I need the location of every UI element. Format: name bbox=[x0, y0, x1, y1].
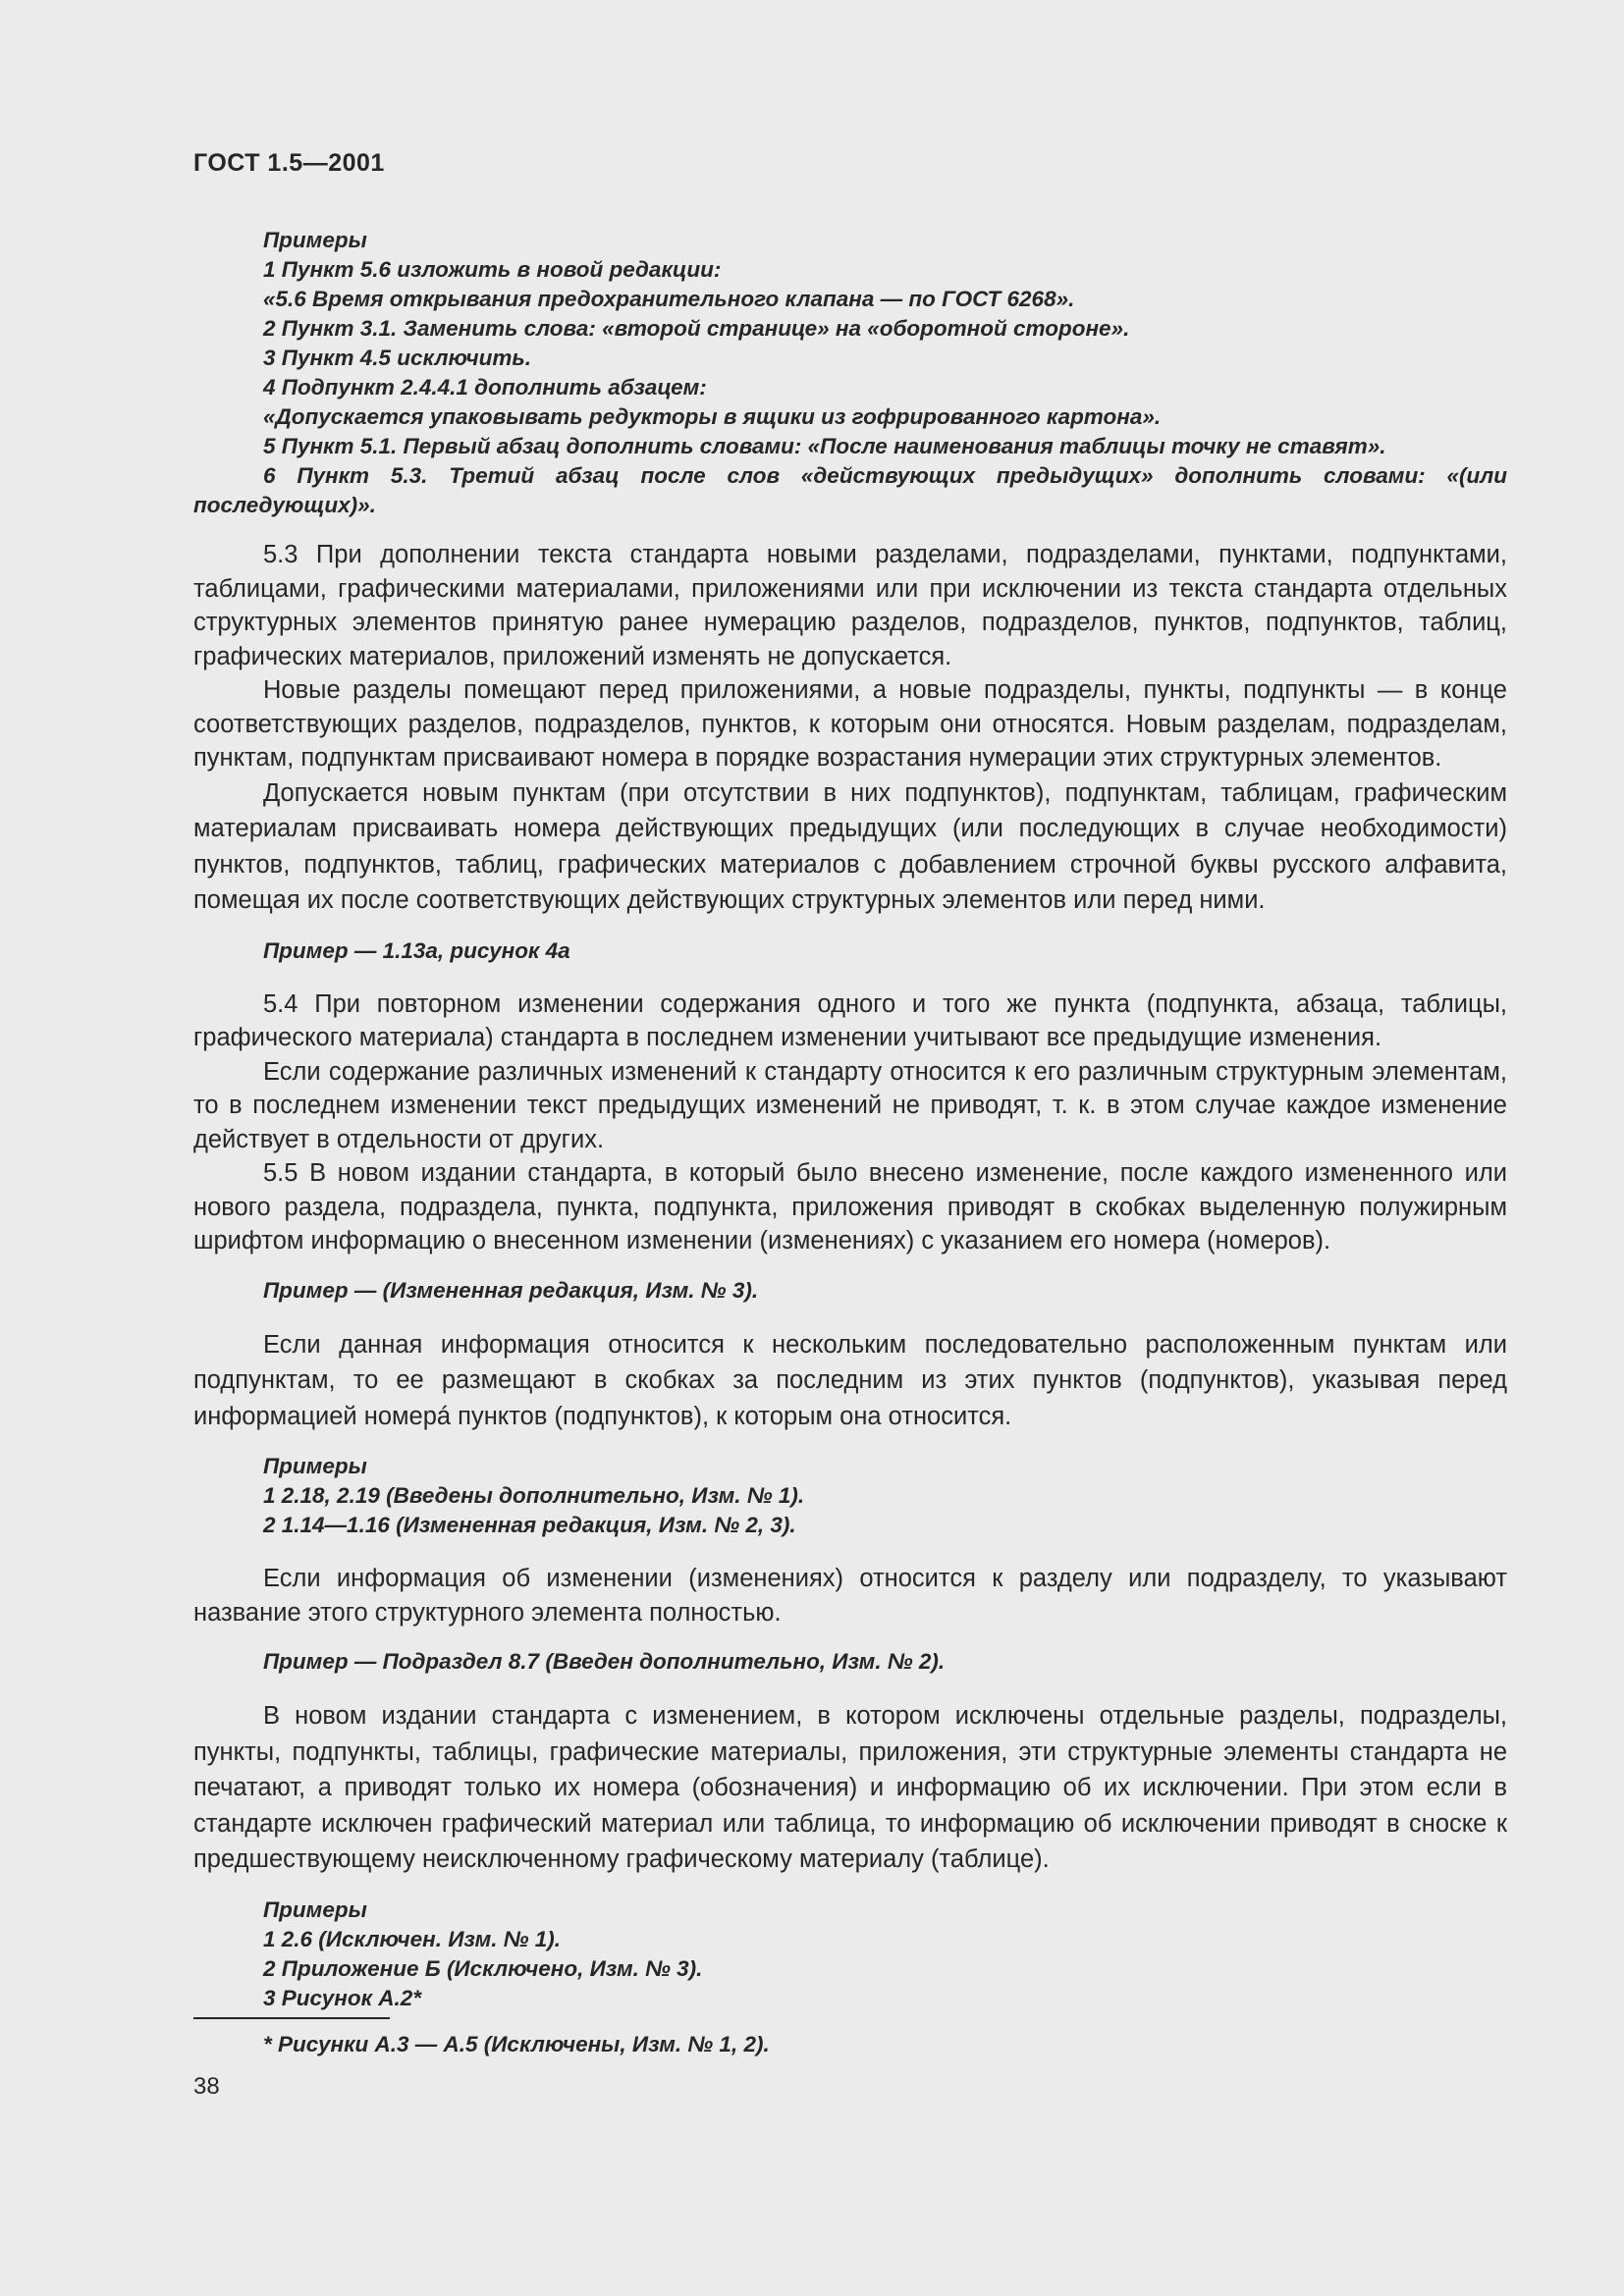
paragraph: Если информация об изменении (изменениях) относится к разделу или подразделу, то указывают название этого структурного элемента полностью. bbox=[193, 1565, 1507, 1627]
paragraph: Новые разделы помещают перед приложениями, а новые подразделы, пункты, подпункты — в конце соответствующих разделов, подразделов, пунктов, к которым они относятся. Новым разделам, подразделам, пунктам, подпунктам присваивают номера в порядке возрастания нумерации этих структурных элементов. bbox=[193, 676, 1507, 772]
example-line: 2 Приложение Б (Исключено, Изм. № 3). bbox=[263, 1955, 703, 1981]
example-line: 4 Подпункт 2.4.4.1 дополнить абзацем: bbox=[263, 375, 707, 400]
examples-block-2 bbox=[193, 1452, 1507, 1540]
example-line: «Допускается упаковывать редукторы в ящики из гофрированного картона». bbox=[263, 404, 1162, 429]
example-line: Пример — 1.13а, рисунок 4а bbox=[263, 937, 570, 963]
example-line: 6 Пункт 5.3. Третий абзац после слов «действующих предыдущих» дополнить словами: «(или последующих)». bbox=[193, 463, 1507, 517]
examples-block-3 bbox=[193, 1896, 1507, 2013]
document-header: ГОСТ 1.5—2001 bbox=[193, 149, 385, 177]
paragraph-5-3: 5.3 При дополнении текста стандарта новыми разделами, подразделами, пунктами, подпунктами, таблицами, графическими материалами, приложениями или при исключении из текста стандарта отдельных структурных элементов принятую ранее нумерацию разделов, подразделов, пунктов, подпунктов, таблиц, графических материалов, приложений изменять не допускается. bbox=[193, 541, 1507, 670]
paragraph: Допускается новым пунктам (при отсутствии в них подпунктов), подпунктам, таблицам, графическим материалам присваивать номера действующих предыдущих (или последующих в случае необходимости) пунктов, подпунктов, таблиц, графических материалов с добавлением строчной буквы русского алфавита, помещая их после соответствующих действующих структурных элементов или перед ними. bbox=[193, 778, 1507, 914]
paragraph-5-5: 5.5 В новом издании стандарта, в который было внесено изменение, после каждого измененного или нового раздела, подраздела, пункта, подпункта, приложения приводят в скобках выделенную полужирным шрифтом информацию о внесенном изменении (изменениях) с указанием его номера (номеров). bbox=[193, 1159, 1507, 1255]
example-line: Пример — Подраздел 8.7 (Введен дополнительно, Изм. № 2). bbox=[263, 1649, 946, 1674]
example-line: 1 2.6 (Исключен. Изм. № 1). bbox=[263, 1926, 562, 1951]
paragraph: Если данная информация относится к нескольким последовательно расположенным пунктам или подпунктам, то ее размещают в скобках за последним из этих пунктов (подпунктов), указывая перед информацией номерá пунктов (подпунктов), к которым она относится. bbox=[193, 1330, 1507, 1430]
examples-heading: Примеры bbox=[263, 228, 367, 252]
footnote: * Рисунки А.3 — А.5 (Исключены, Изм. № 1, 2). bbox=[263, 2032, 770, 2056]
example-line: «5.6 Время открывания предохранительного клапана — по ГОСТ 6268». bbox=[263, 287, 1075, 311]
document-body bbox=[193, 226, 1507, 2013]
example-line: 3 Пункт 4.5 исключить. bbox=[263, 346, 531, 370]
example-line: 1 2.18, 2.19 (Введены дополнительно, Изм. № 1). bbox=[263, 1483, 805, 1508]
examples-heading: Примеры bbox=[263, 1896, 367, 1922]
example-line: 2 1.14—1.16 (Измененная редакция, Изм. № 2, 3). bbox=[263, 1513, 796, 1537]
page-number: 38 bbox=[193, 2073, 220, 2100]
footnote-divider bbox=[193, 2017, 390, 2019]
examples-heading: Примеры bbox=[263, 1454, 367, 1478]
example-line: 3 Рисунок А.2* bbox=[263, 1985, 422, 2010]
paragraph: В новом издании стандарта с изменением, в котором исключены отдельные разделы, подразделы, пункты, подпункты, таблицы, графические материалы, приложения, эти структурные элементы стандарта не печатают, а приводят только их номера (обозначения) и информацию об их исключении. При этом если в стандарте исключен графический материал или таблица, то информацию об исключении приводят в сноске к предшествующему неисключенному графическому материалу (таблице). bbox=[193, 1702, 1507, 1873]
examples-block-1 bbox=[193, 226, 1507, 520]
paragraph: Если содержание различных изменений к стандарту относится к его различным структурным элементам, то в последнем изменении текст предыдущих изменений не приводят, т. к. в этом случае каждое изменение действует в отдельности от других. bbox=[193, 1057, 1507, 1153]
paragraph-5-4: 5.4 При повторном изменении содержания одного и того же пункта (подпункта, абзаца, таблицы, графического материала) стандарта в последнем изменении учитывают все предыдущие изменения. bbox=[193, 989, 1507, 1051]
example-line: 1 Пункт 5.6 изложить в новой редакции: bbox=[263, 257, 722, 282]
example-line: 2 Пункт 3.1. Заменить слова: «второй странице» на «оборотной стороне». bbox=[263, 316, 1130, 341]
example-line: Пример — (Измененная редакция, Изм. № 3). bbox=[263, 1277, 759, 1303]
example-line: 5 Пункт 5.1. Первый абзац дополнить словами: «После наименования таблицы точку не ставят». bbox=[263, 434, 1386, 458]
